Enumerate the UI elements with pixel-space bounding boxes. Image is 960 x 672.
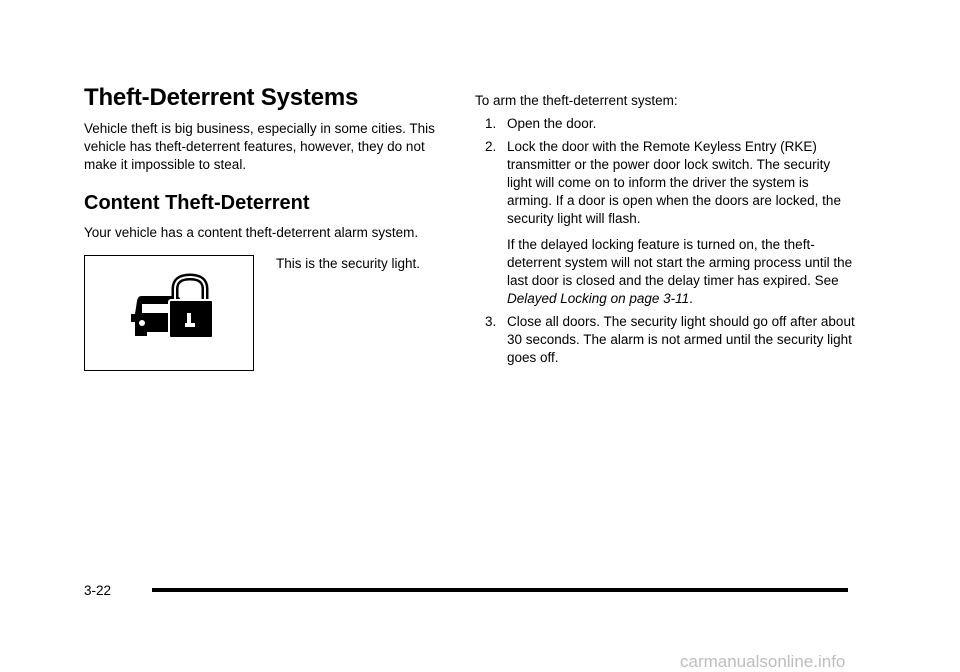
page-reference-link[interactable]: Delayed Locking on page 3-11: [507, 291, 690, 306]
figure-caption: This is the security light.: [276, 256, 421, 271]
subsection-title: Content Theft-Deterrent: [84, 192, 310, 214]
reference-suffix: .: [689, 291, 693, 306]
list-item: [475, 138, 855, 308]
arming-steps: [475, 115, 855, 367]
watermark: carmanualsonline.info: [680, 652, 846, 671]
step-note: [507, 236, 855, 308]
list-item: [475, 115, 855, 133]
intro-paragraph: Vehicle theft is big business, especially in some cities. This vehicle has theft-deterrent features, however, they do not make it impossible to steal.: [84, 121, 435, 172]
left-column: [84, 84, 456, 375]
step-number: 3.: [485, 314, 497, 329]
step-note-text: If the delayed locking feature is turned on, the theft-deterrent system will not start the arming process until the last door is closed and the delay timer has expired. See: [507, 237, 853, 288]
step-number: 2.: [485, 139, 497, 154]
arming-heading: To arm the theft-deterrent system:: [475, 93, 678, 108]
list-item: [475, 313, 855, 367]
section-title: Theft-Deterrent Systems: [84, 84, 359, 111]
right-column: [475, 92, 855, 372]
step-text: Close all doors. The security light should go off after about 30 seconds. The alarm is not armed until the security light goes off.: [507, 314, 855, 365]
step-text: Open the door.: [507, 116, 597, 131]
page-number: 3-22: [84, 583, 112, 598]
step-text: Lock the door with the Remote Keyless Entry (RKE) transmitter or the power door lock switch. The security light will come on to inform the driver the system is arming. If a door is open when the doors are locked, the security light will flash.: [507, 139, 841, 226]
step-number: 1.: [485, 116, 497, 131]
symbol-frame: [84, 255, 254, 371]
subsection-paragraph: Your vehicle has a content theft-deterrent alarm system.: [84, 225, 419, 240]
security-light-figure: [84, 255, 456, 375]
footer-rule: [152, 588, 848, 592]
security-light-icon: [85, 256, 255, 372]
